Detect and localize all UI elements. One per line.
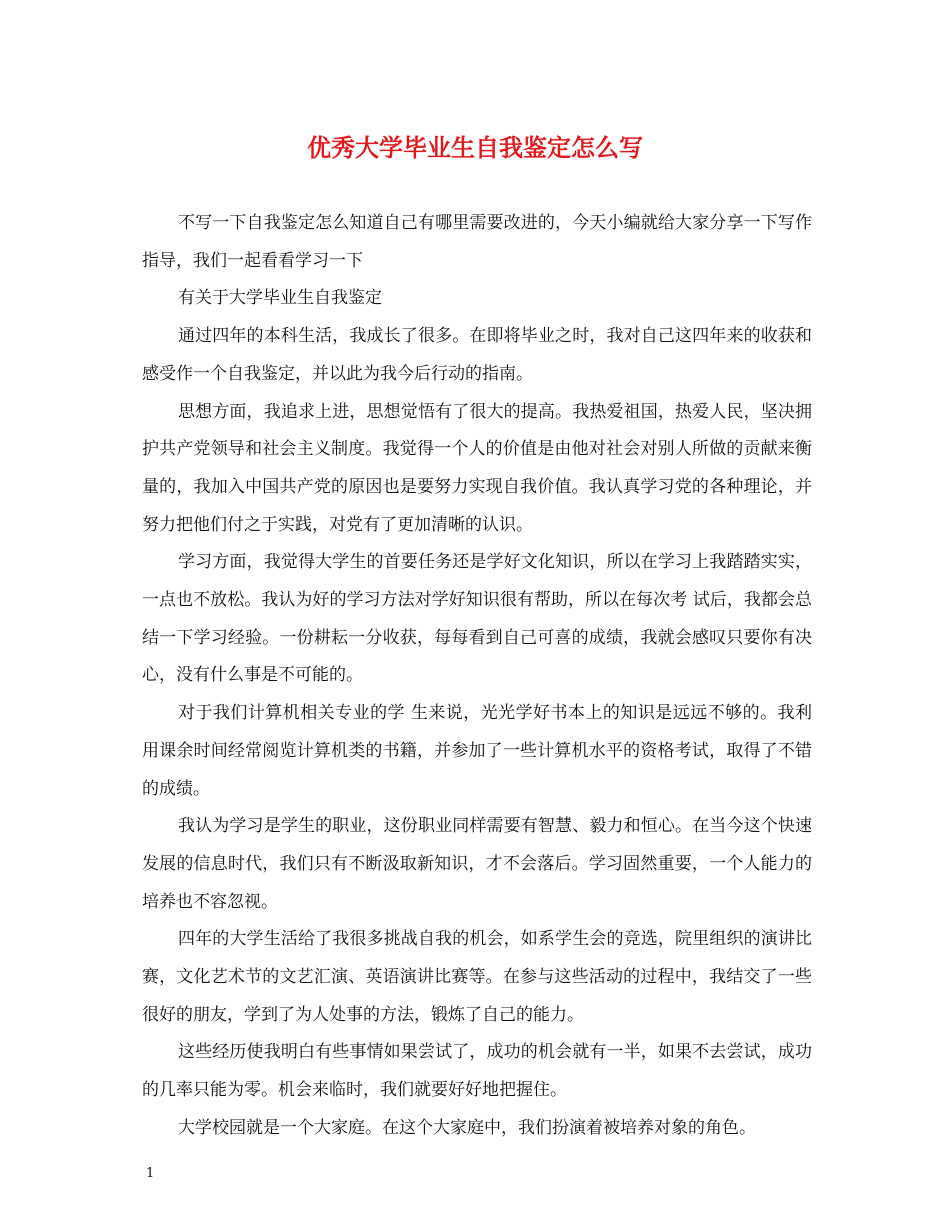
paragraph-intro: 不写一下自我鉴定怎么知道自己有哪里需要改进的，今天小编就给大家分享一下写作指导，我们一起看看学习一下 — [142, 213, 812, 271]
paragraph-thought: 思想方面，我追求上进，思想觉悟有了很大的提高。我热爱祖国，热爱人民，坚决拥护共产党领导和社会主义制度。我觉得一个人的价值是由他对社会对别人所做的贡献来衡量的，我加入中国共产党的原因也是要努力实现自我价值。我认真学习党的各种理论，并努力把他们付之于实践，对党有了更加清晰的认识。 — [142, 401, 812, 535]
paragraph-overview: 通过四年的本科生活，我成长了很多。在即将毕业之时，我对自己这四年来的收获和感受作一个自我鉴定，并以此为我今后行动的指南。 — [142, 326, 812, 384]
paragraph-study: 学习方面，我觉得大学生的首要任务还是学好文化知识，所以在学习上我踏踏实实，一点也不放松。我认为好的学习方法对学好知识很有帮助，所以在每次考 试后，我都会总结一下学习经验。一份耕耘一分收获，每每看到自己可喜的成绩，我就会感叹只要你有决心，没有什么事是不可能的。 — [142, 552, 812, 686]
paragraph-computer: 对于我们计算机相关专业的学 生来说，光光学好书本上的知识是远远不够的。我利用课余时间经常阅览计算机类的书籍，并参加了一些计算机水平的资格考试，取得了不错的成绩。 — [142, 703, 812, 799]
paragraph-experience: 这些经历使我明白有些事情如果尝试了，成功的机会就有一半，如果不去尝试，成功的几率只能为零。机会来临时，我们就要好好地把握住。 — [142, 1042, 812, 1101]
paragraph-subheading: 有关于大学毕业生自我鉴定 — [178, 288, 382, 309]
document-body — [142, 205, 812, 1148]
document-title: 优秀大学毕业生自我鉴定怎么写 — [307, 133, 643, 162]
paragraph-activities: 四年的大学生活给了我很多挑战自我的机会，如系学生会的竞选，院里组织的演讲比赛，文化艺术节的文艺汇演、英语演讲比赛等。在参与这些活动的过程中，我结交了一些很好的朋友，学到了为人处事的方法，锻炼了自己的能力。 — [142, 929, 812, 1025]
paragraph-career: 我认为学习是学生的职业，这份职业同样需要有智慧、毅力和恒心。在当今这个快速发展的信息时代，我们只有不断汲取新知识，才不会落后。学习固然重要，一个人能力的培养也不容忽视。 — [142, 816, 812, 912]
page-number: 1 — [146, 1166, 155, 1181]
paragraph-campus: 大学校园就是一个大家庭。在这个大家庭中，我们扮演着被培养对象的角色。 — [178, 1117, 756, 1138]
